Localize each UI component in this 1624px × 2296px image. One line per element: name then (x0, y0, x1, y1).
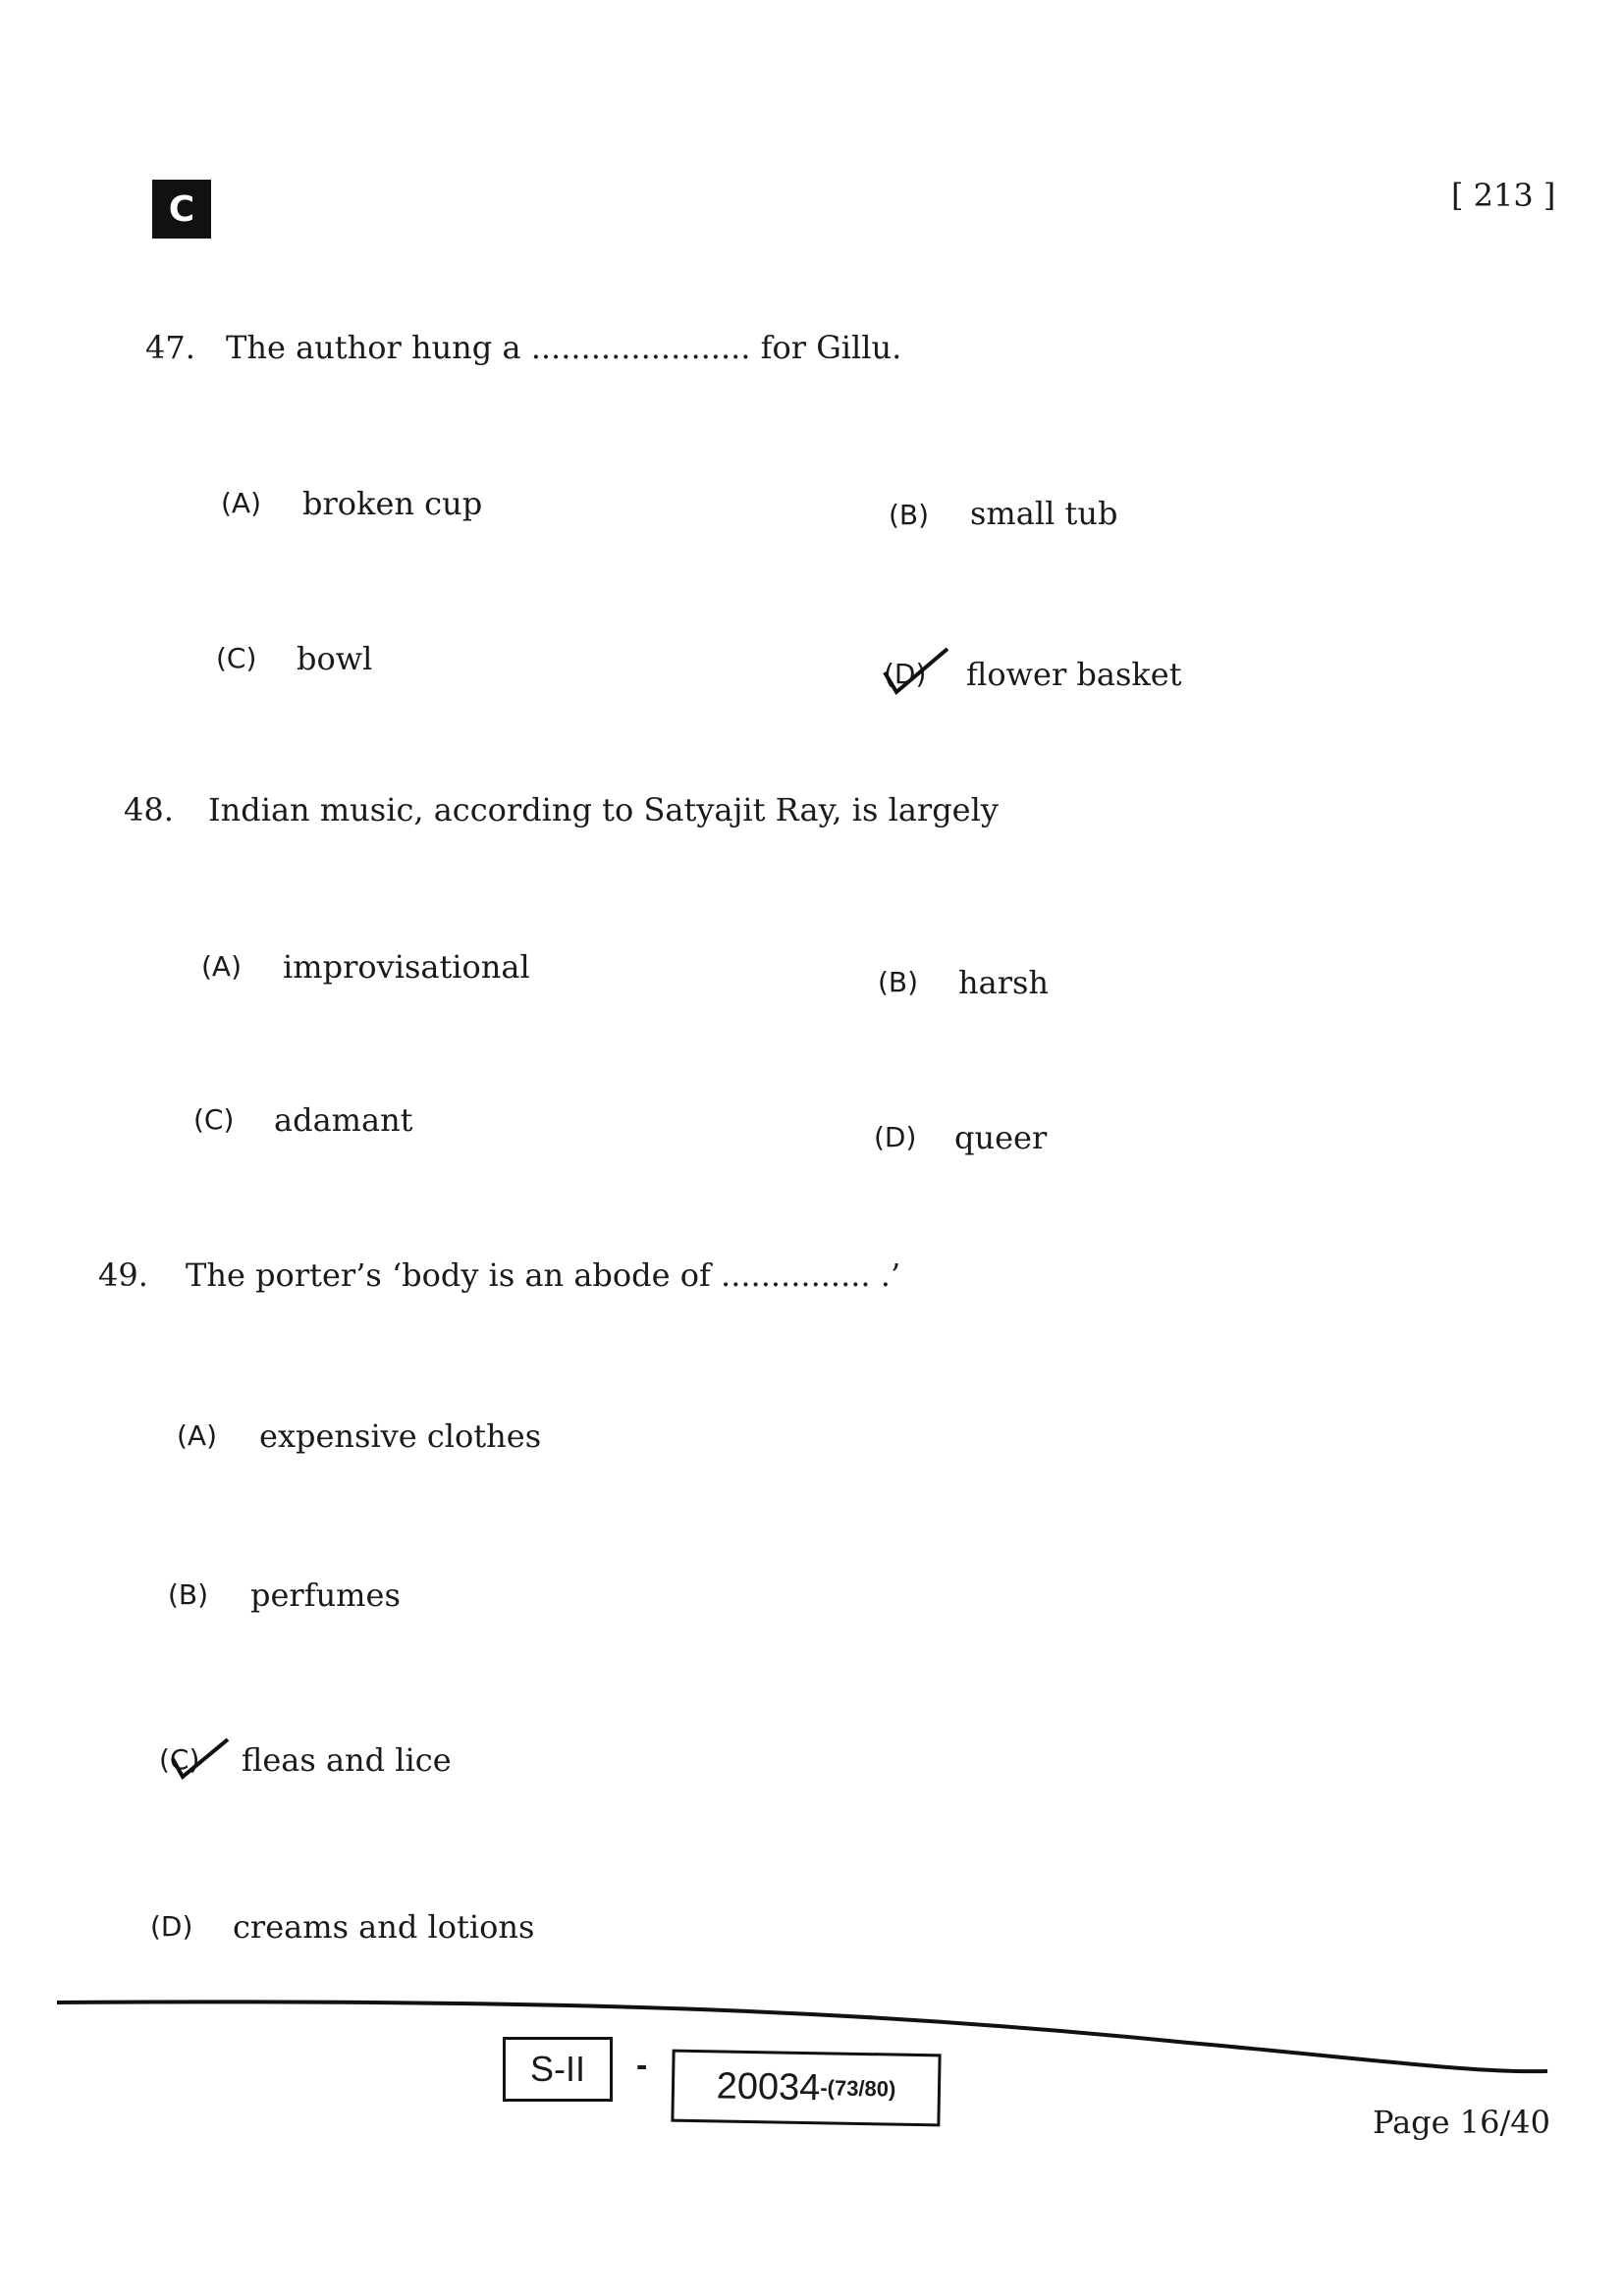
option-text: queer (954, 1119, 1048, 1156)
option-text: fleas and lice (242, 1741, 452, 1779)
option-label: (B) (168, 1578, 209, 1611)
question-number: 49. (98, 1256, 148, 1294)
option-label: (C) (193, 1103, 235, 1136)
option-text: flower basket (966, 656, 1182, 693)
option-text: bowl (297, 640, 373, 677)
option-label: (D) (874, 1121, 917, 1153)
option-label: (D) (150, 1910, 193, 1943)
question-text: Indian music, according to Satyajit Ray, is largely (208, 791, 999, 828)
option-label: (B) (878, 966, 919, 998)
option-text: small tub (970, 495, 1118, 532)
question-text: The porter’s ‘body is an abode of ............... .’ (186, 1256, 901, 1294)
page-code: [ 213 ] (1451, 177, 1556, 214)
paper-code: 20034 (716, 2064, 821, 2109)
footer-dash: - (636, 2047, 648, 2084)
option-text: expensive clothes (259, 1417, 542, 1455)
option-text: improvisational (283, 948, 530, 986)
option-label: (D) (884, 658, 927, 690)
question-text: The author hung a ...................... for Gillu. (226, 329, 902, 366)
option-label: (C) (216, 642, 257, 674)
page-number: Page 16/40 (1373, 2104, 1550, 2141)
paper-subcode: -(73/80) (820, 2075, 896, 2102)
question-number: 47. (145, 329, 195, 366)
section-badge: C (152, 180, 211, 239)
option-text: creams and lotions (233, 1908, 535, 1946)
option-label: (A) (201, 950, 243, 983)
paper-code-box (671, 2050, 941, 2127)
option-label: (C) (159, 1743, 200, 1776)
option-text: broken cup (302, 485, 483, 522)
option-text: adamant (274, 1101, 413, 1139)
checkmark-icon (167, 1735, 236, 1785)
series-box: S-II (503, 2037, 613, 2102)
option-text: harsh (958, 964, 1050, 1001)
option-text: perfumes (250, 1576, 401, 1614)
option-label: (B) (889, 499, 930, 531)
question-number: 48. (124, 791, 174, 828)
checkmark-icon (879, 643, 957, 702)
option-label: (A) (177, 1419, 218, 1452)
option-label: (A) (221, 487, 262, 519)
